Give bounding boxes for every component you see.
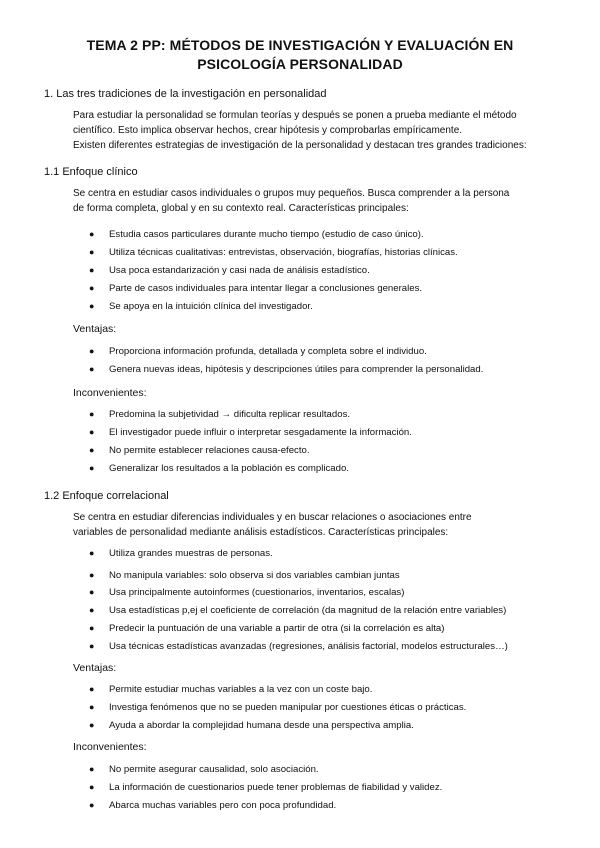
bullet-icon: ● xyxy=(89,587,95,597)
bullet-icon: ● xyxy=(89,247,95,257)
list-item-text: Ayuda a abordar la complejidad humana desde una perspectiva amplia. xyxy=(109,720,414,731)
list-item-text: Usa principalmente autoinformes (cuestionarios, inventarios, escalas) xyxy=(109,587,405,598)
page-title xyxy=(40,36,560,74)
clinico-heading: 1.1 Enfoque clínico xyxy=(44,166,138,178)
bullet-icon: ● xyxy=(89,427,95,437)
list-item-text: Investiga fenómenos que no se pueden manipular por cuestiones éticas o prácticas. xyxy=(109,702,467,713)
list-item xyxy=(89,363,483,376)
bullet-icon: ● xyxy=(89,720,95,730)
list-item xyxy=(89,569,400,582)
list-item xyxy=(89,462,349,475)
title-line-1: TEMA 2 PP: MÉTODOS DE INVESTIGACIÓN Y EVALUACIÓN EN xyxy=(86,37,514,53)
list-item xyxy=(89,426,412,439)
paragraph-line: científico. Esto implica observar hechos, crear hipótesis y comprobarlas empíricamente. xyxy=(73,125,463,136)
paragraph-line: variables de personalidad mediante análisis estadísticos. Características principales: xyxy=(73,527,449,538)
list-item xyxy=(89,622,444,635)
list-item xyxy=(89,701,466,714)
bullet-icon: ● xyxy=(89,346,95,356)
list-item xyxy=(89,719,414,732)
list-item-text: El investigador puede influir o interpretar sesgadamente la información. xyxy=(109,427,412,438)
list-item-text: Se apoya en la intuición clínica del investigador. xyxy=(109,301,313,312)
list-item-text: La información de cuestionarios puede tener problemas de fiabilidad y validez. xyxy=(109,782,443,793)
list-item xyxy=(89,683,372,696)
paragraph-line: de forma completa, global y en su contexto real. Características principales: xyxy=(73,203,409,214)
list-item xyxy=(89,282,422,295)
list-item-text: Utiliza grandes muestras de personas. xyxy=(109,548,273,559)
bullet-icon: ● xyxy=(89,301,95,311)
bullet-icon: ● xyxy=(89,684,95,694)
bullet-icon: ● xyxy=(89,782,95,792)
list-item-text: Genera nuevas ideas, hipótesis y descripciones útiles para comprender la personalidad. xyxy=(109,364,484,375)
section-1-paragraph xyxy=(73,108,573,153)
bullet-icon: ● xyxy=(89,265,95,275)
list-item xyxy=(89,799,336,812)
clinico-inconvenientes-label: Inconvenientes: xyxy=(73,387,147,399)
clinico-intro xyxy=(73,186,573,216)
bullet-icon: ● xyxy=(89,605,95,615)
list-item xyxy=(89,547,273,560)
bullet-icon: ● xyxy=(89,623,95,633)
correlacional-intro xyxy=(73,510,573,540)
bullet-icon: ● xyxy=(89,570,95,580)
bullet-icon: ● xyxy=(89,229,95,239)
list-item-text: Usa estadísticas p,ej el coeficiente de correlación (da magnitud de la relación entre variables) xyxy=(109,605,507,616)
paragraph-line: Existen diferentes estrategias de investigación de la personalidad y destacan tres grandes tradiciones: xyxy=(73,140,527,151)
list-item-text: Predecir la puntuación de una variable a partir de otra (si la correlación es alta) xyxy=(109,623,445,634)
bullet-icon: ● xyxy=(89,445,95,455)
bullet-icon: ● xyxy=(89,364,95,374)
list-item xyxy=(89,345,427,358)
bullet-icon: ● xyxy=(89,283,95,293)
list-item xyxy=(89,228,424,241)
list-item-text: Abarca muchas variables pero con poca profundidad. xyxy=(109,800,337,811)
paragraph-line: Para estudiar la personalidad se formulan teorías y después se ponen a prueba mediante el método xyxy=(73,110,517,121)
list-item-text: No permite establecer relaciones causa-efecto. xyxy=(109,445,310,456)
list-item xyxy=(89,586,404,599)
bullet-icon: ● xyxy=(89,548,95,558)
bullet-icon: ● xyxy=(89,702,95,712)
correlacional-heading: 1.2 Enfoque correlacional xyxy=(44,490,169,502)
list-item-text: No manipula variables: solo observa si dos variables cambian juntas xyxy=(109,570,400,581)
correlacional-ventajas-label: Ventajas: xyxy=(73,662,117,674)
list-item xyxy=(89,781,442,794)
list-item xyxy=(89,604,506,617)
list-item-text: Usa técnicas estadísticas avanzadas (regresiones, análisis factorial, modelos estructurales…) xyxy=(109,641,508,652)
list-item-text: Generalizar los resultados a la población es complicado. xyxy=(109,463,349,474)
list-item-text: Proporciona información profunda, detallada y completa sobre el individuo. xyxy=(109,346,427,357)
bullet-icon: ● xyxy=(89,463,95,473)
list-item-text: Usa poca estandarización y casi nada de análisis estadístico. xyxy=(109,265,370,276)
bullet-icon: ● xyxy=(89,641,95,651)
list-item-text: Estudia casos particulares durante mucho tiempo (estudio de caso único). xyxy=(109,229,424,240)
clinico-ventajas-label: Ventajas: xyxy=(73,323,117,335)
paragraph-line: Se centra en estudiar casos individuales o grupos muy pequeños. Busca comprender a la persona xyxy=(73,188,510,199)
list-item-text: Parte de casos individuales para intentar llegar a conclusiones generales. xyxy=(109,283,423,294)
list-item xyxy=(89,444,310,457)
list-item-text: Predomina la subjetividad → dificulta replicar resultados. xyxy=(109,409,351,420)
bullet-icon: ● xyxy=(89,764,95,774)
list-item-text: Permite estudiar muchas variables a la vez con un coste bajo. xyxy=(109,684,373,695)
list-item xyxy=(89,763,319,776)
section-1-heading: 1. Las tres tradiciones de la investigación en personalidad xyxy=(44,88,327,100)
bullet-icon: ● xyxy=(89,409,95,419)
list-item xyxy=(89,264,370,277)
list-item xyxy=(89,408,350,421)
bullet-icon: ● xyxy=(89,800,95,810)
list-item xyxy=(89,300,313,313)
list-item xyxy=(89,640,508,653)
list-item-text: No permite asegurar causalidad, solo asociación. xyxy=(109,764,319,775)
paragraph-line: Se centra en estudiar diferencias individuales y en buscar relaciones o asociaciones entre xyxy=(73,512,472,523)
list-item-text: Utiliza técnicas cualitativas: entrevistas, observación, biografías, historias clínicas. xyxy=(109,247,458,258)
list-item xyxy=(89,246,458,259)
correlacional-inconvenientes-label: Inconvenientes: xyxy=(73,741,147,753)
title-line-2: PSICOLOGÍA PERSONALIDAD xyxy=(197,56,403,72)
